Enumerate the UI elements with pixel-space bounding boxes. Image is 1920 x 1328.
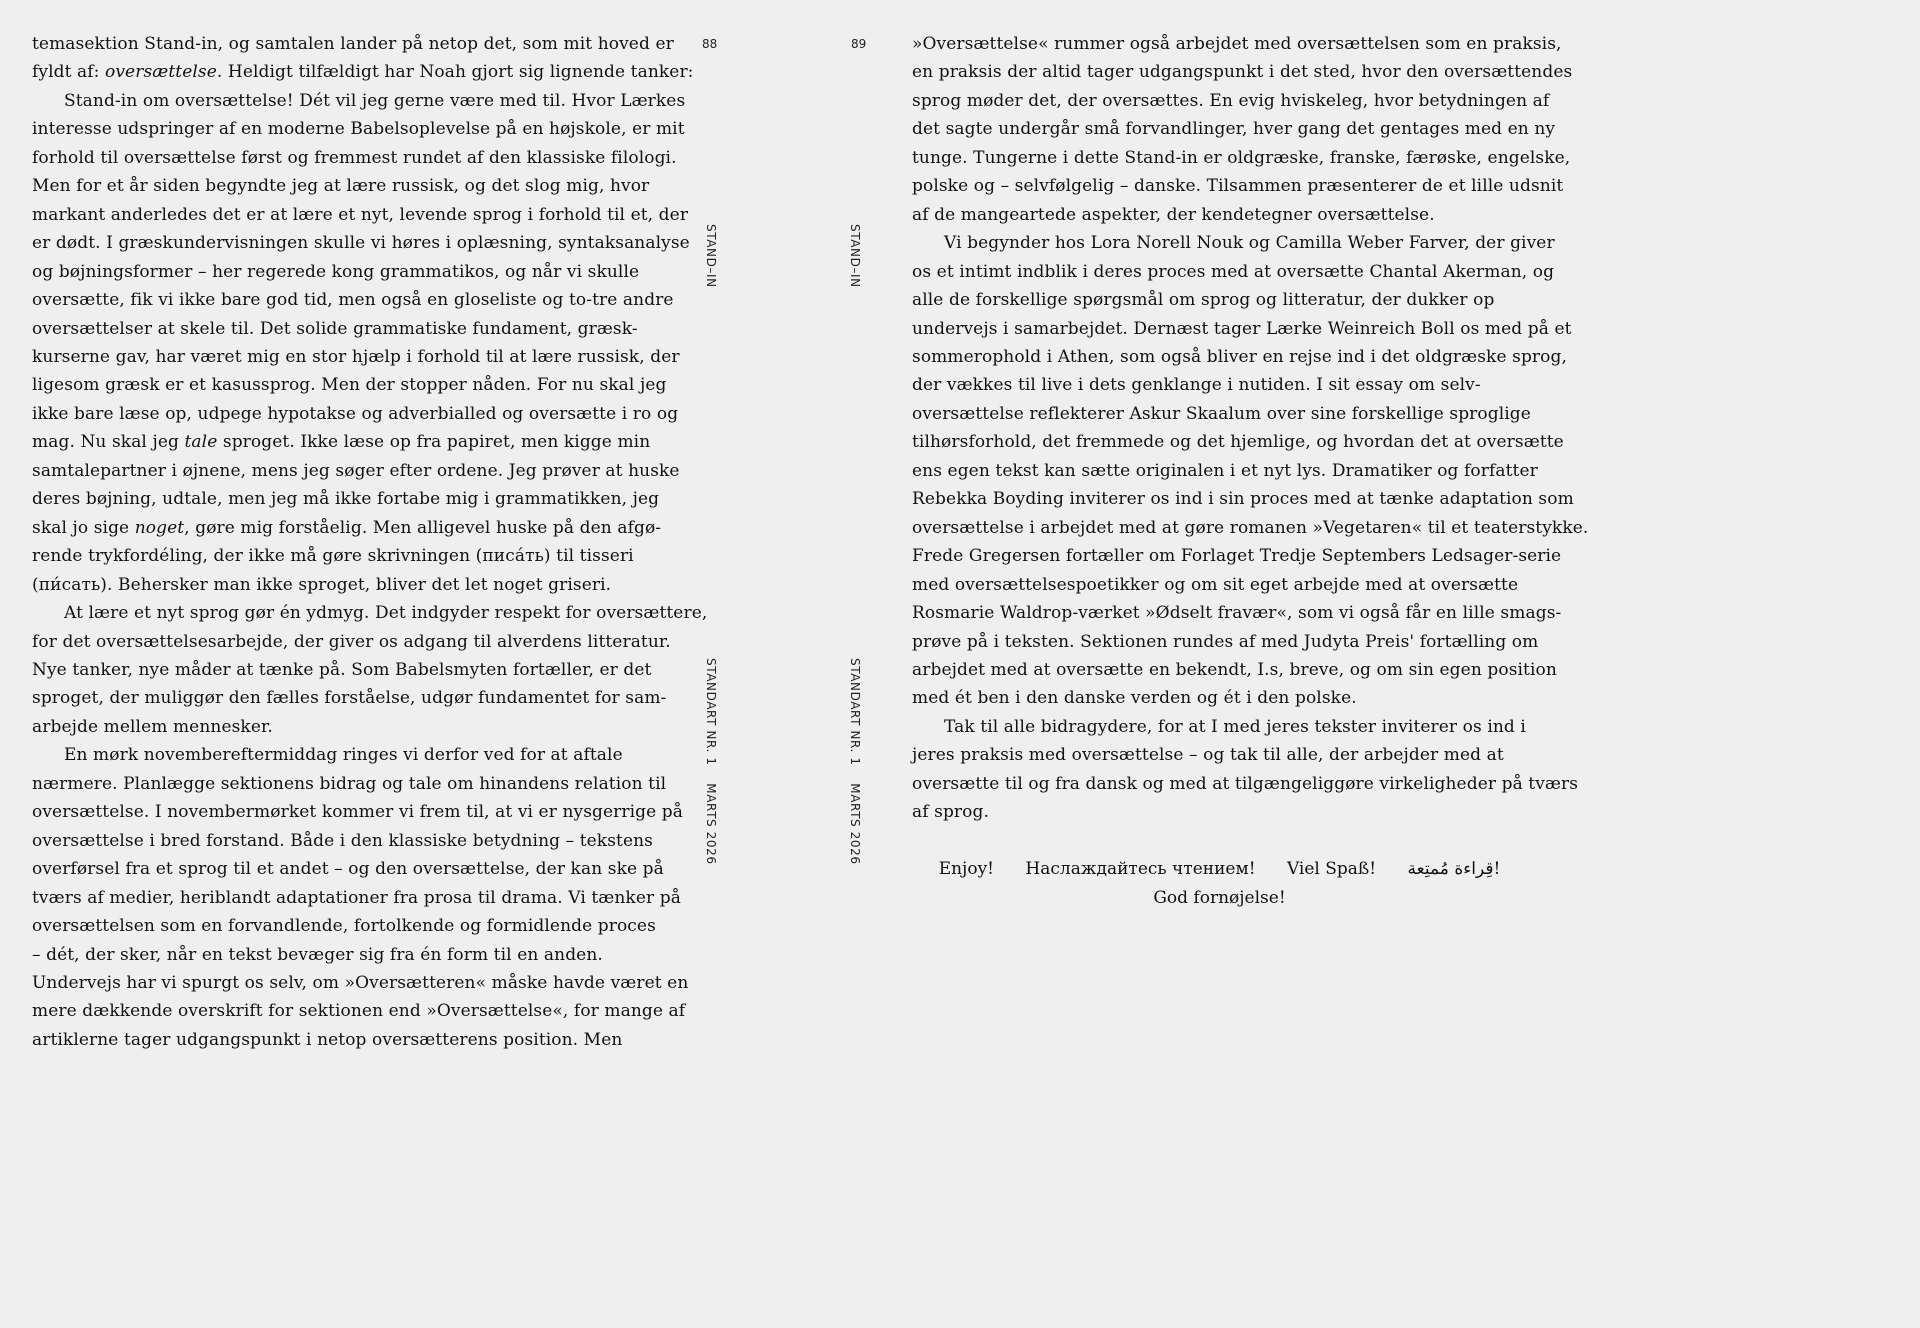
text-line: oversættelse i arbejdet med at gøre romanen »Vegetaren« til et teaterstykke. (912, 517, 1589, 538)
text-line: jeres praksis med oversættelse – og tak til alle, der arbejder med at (912, 745, 1504, 766)
text-line: kurserne gav, har været mig en stor hjælp i forhold til at lære russisk, der (32, 346, 680, 367)
folio-right: STANDART NR. 1 MARTS 2026 (848, 658, 862, 865)
text-line: oversættelse. I novembermørket kommer vi frem til, at vi er nysgerrige på (32, 802, 684, 823)
greeting-german: Viel Spaß! (1286, 859, 1377, 879)
left-page-text (32, 30, 708, 1054)
text-line: er dødt. I græskundervisningen skulle vi høres i oplæsning, syntaksanalyse (32, 233, 690, 254)
greeting-english: Enjoy! (938, 859, 995, 879)
text-line: oversættelsen som en forvandlende, fortolkende og formidlende proces (32, 916, 656, 937)
page-number-right: 89 (851, 37, 867, 51)
text-line: tværs af medier, heriblandt adaptationer fra prosa til drama. Vi tænker på (32, 887, 681, 908)
text-line: der vækkes til live i dets genklange i nutiden. I sit essay om selv- (912, 375, 1481, 396)
text-line: oversætte, fik vi ikke bare god tid, men også en gloseliste og to-tre andre (32, 290, 674, 311)
text-line: Stand-in om oversættelse! Dét vil jeg gerne være med til. Hvor Lærkes (64, 90, 686, 111)
text-line: oversættelse i bred forstand. Både i den klassiske betydning – tekstens (32, 830, 653, 851)
greeting-danish: God fornøjelse! (1153, 888, 1286, 908)
text-line: af de mangeartede aspekter, der kendetegner oversættelse. (912, 204, 1435, 225)
text-line: markant anderledes det er at lære et nyt, levende sprog i forhold til et, der (32, 204, 689, 225)
text-line: forhold til oversættelse først og fremmest rundet af den klassiske filologi. (32, 147, 677, 168)
text-line: Rebekka Boyding inviterer os ind i sin proces med at tænke adaptation som (912, 489, 1574, 510)
text-line: tunge. Tungerne i dette Stand-in er oldgræske, franske, færøske, engelske, (912, 147, 1571, 168)
text-line: mere dækkende overskrift for sektionen end »Oversættelse«, for mange af (32, 1001, 686, 1022)
text-line: »Oversættelse« rummer også arbejdet med oversættelsen som en praksis, (912, 34, 1562, 54)
text-line: det sagte undergår små forvandlinger, hver gang det gentages med en ny (912, 119, 1556, 140)
text-line: sommerophold i Athen, som også bliver en rejse ind i det oldgræske sprog, (912, 346, 1567, 367)
text-line: Nye tanker, nye måder at tænke på. Som Babelsmyten fortæller, er det (32, 659, 652, 680)
text-line: Undervejs har vi spurgt os selv, om »Oversætteren« måske havde været en (32, 972, 689, 993)
text-line: arbejde mellem mennesker. (32, 716, 273, 737)
text-line: os et intimt indblik i deres proces med at oversætte Chantal Akerman, og (912, 261, 1555, 282)
text-line: nærmere. Planlægge sektionens bidrag og tale om hinandens relation til (32, 773, 667, 794)
text-line: ikke bare læse op, udpege hypotakse og adverbialled og oversætte i ro og (32, 403, 679, 424)
text-line: deres bøjning, udtale, men jeg må ikke fortabe mig i grammatikken, jeg (32, 489, 660, 510)
text-line: (пи́сать). Behersker man ikke sproget, bliver det let noget griseri. (32, 574, 612, 595)
text-line: mag. Nu skal jeg tale sproget. Ikke læse op fra papiret, men kigge min (32, 432, 651, 453)
text-line: oversættelser at skele til. Det solide grammatiske fundament, græsk- (32, 318, 638, 339)
greeting-arabic: !قِراءة مُمتِعة (1407, 859, 1501, 879)
text-line: prøve på i teksten. Sektionen rundes af med Judyta Preis' fortælling om (912, 631, 1539, 652)
text-line: alle de forskellige spørgsmål om sprog og litteratur, der dukker op (912, 290, 1495, 311)
text-line: ligesom græsk er et kasussprog. Men der stopper nåden. For nu skal jeg (32, 375, 667, 396)
text-line: af sprog. (912, 802, 989, 823)
text-line: Men for et år siden begyndte jeg at lære russisk, og det slog mig, hvor (32, 176, 650, 197)
text-line: Rosmarie Waldrop-værket »Ødselt fravær«, som vi også får en lille smags- (912, 603, 1562, 624)
greeting-russian: Наслаждайтесь чтением! (1025, 859, 1256, 879)
text-line: Frede Gregersen fortæller om Forlaget Tredje Septembers Ledsager-serie (912, 546, 1562, 567)
text-line: interesse udspringer af en moderne Babelsoplevelse på en højskole, er mit (32, 119, 685, 140)
text-line: og bøjningsformer – her regerede kong grammatikos, og når vi skulle (32, 261, 640, 282)
text-line: temasektion Stand-in, og samtalen lander på netop det, som mit hoved er (32, 34, 674, 54)
text-line: – dét, der sker, når en tekst bevæger sig fra én form til en anden. (32, 944, 603, 965)
text-line: samtalepartner i øjnene, mens jeg søger efter ordene. Jeg prøver at huske (32, 460, 680, 481)
text-line: undervejs i samarbejdet. Dernæst tager Lærke Weinreich Boll os med på et (912, 318, 1572, 339)
text-line: En mørk novembereftermiddag ringes vi derfor ved for at aftale (64, 745, 623, 766)
text-line: for det oversættelsesarbejde, der giver os adgang til alverdens litteratur. (32, 631, 671, 652)
text-line: med oversættelsespoetikker og om sit eget arbejde med at oversætte (912, 574, 1519, 595)
text-line: Tak til alle bidragydere, for at I med jeres tekster inviterer os ind i (944, 716, 1526, 737)
greetings (912, 855, 1527, 913)
text-line: At lære et nyt sprog gør én ydmyg. Det indgyder respekt for oversættere, (64, 603, 708, 624)
text-line: tilhørsforhold, det fremmede og det hjemlige, og hvordan det at oversætte (912, 432, 1564, 453)
folio-left: STANDART NR. 1 MARTS 2026 (704, 658, 718, 865)
text-line: oversættelse reflekterer Askur Skaalum over sine forskellige sproglige (912, 403, 1531, 424)
page-number-left: 88 (702, 37, 718, 51)
text-line: ens egen tekst kan sætte originalen i et nyt lys. Dramatiker og forfatter (912, 460, 1538, 481)
text-line: fyldt af: oversættelse. Heldigt tilfældigt har Noah gjort sig lignende tanker: (32, 62, 694, 83)
text-line: sprog møder det, der oversættes. En evig hviskeleg, hvor betydningen af (912, 90, 1550, 111)
right-page-text (912, 30, 1589, 827)
text-line: med ét ben i den danske verden og ét i den polske. (912, 688, 1357, 709)
text-line: Vi begynder hos Lora Norell Nouk og Camilla Weber Farver, der giver (944, 233, 1555, 254)
text-line: rende trykfordéling, der ikke må gøre skrivningen (писáть) til tisseri (32, 546, 634, 567)
text-line: artiklerne tager udgangspunkt i netop oversætterens position. Men (32, 1029, 623, 1050)
running-head-right: STAND–IN (848, 224, 862, 288)
text-line: sproget, der muliggør den fælles forståelse, udgør fundamentet for sam- (32, 688, 667, 709)
text-line: oversætte til og fra dansk og med at tilgængeliggøre virkeligheder på tværs (912, 773, 1579, 794)
text-line: skal jo sige noget, gøre mig forståelig. Men alligevel huske på den afgø- (32, 517, 662, 538)
running-head-left: STAND–IN (704, 224, 718, 288)
text-line: overførsel fra et sprog til et andet – og den oversættelse, der kan ske på (32, 859, 664, 880)
text-line: arbejdet med at oversætte en bekendt, I.s, breve, og om sin egen position (912, 659, 1557, 680)
greetings-row (912, 855, 1527, 884)
text-line: en praksis der altid tager udgangspunkt i det sted, hvor den oversættendes (912, 62, 1573, 83)
text-line: polske og – selvfølgelig – danske. Tilsammen præsenterer de et lille udsnit (912, 176, 1564, 197)
